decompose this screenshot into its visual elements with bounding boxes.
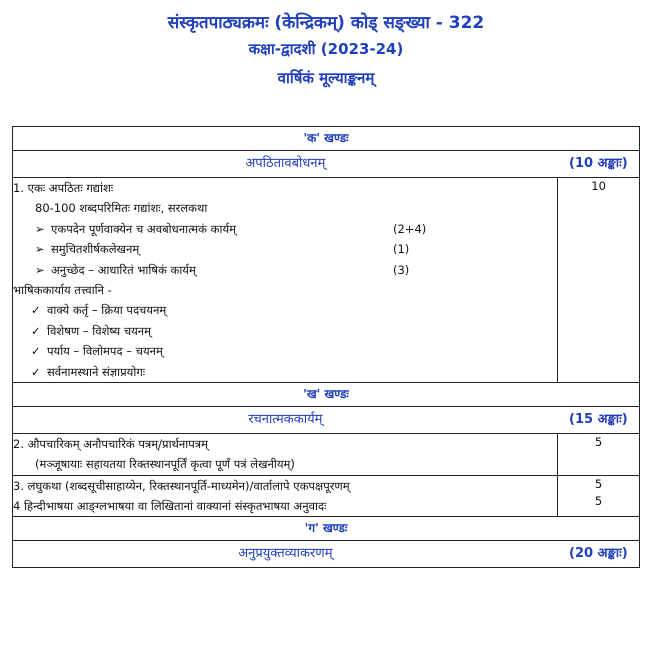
element-text: वाक्ये कर्तृ – क्रिया पदचयनम् [47, 303, 167, 318]
syllabus-title: संस्कृतपाठ्यक्रमः (केन्द्रिकम्) कोड् सङ्ख्या - 322 [167, 13, 485, 33]
item-2-marks [558, 433, 640, 475]
check-icon: ✓ [31, 303, 41, 318]
item-3-number: 3. [13, 478, 24, 493]
section-kha-name: रचनात्मककार्यम् [13, 406, 558, 433]
arrow-icon: ➢ [35, 262, 45, 277]
element-3 [13, 362, 557, 382]
section-ka-title-row [13, 127, 640, 151]
elements-heading: भाषिककार्याय तत्त्वानि - [13, 282, 112, 297]
marks-value: 10 [591, 179, 606, 193]
section-ka-name: अपठितावबोधनम् [13, 151, 558, 178]
element-2 [13, 341, 557, 361]
element-text: पर्याय – विलोमपद – चयनम् [47, 344, 163, 359]
sub-item-value: (2+4) [393, 221, 427, 236]
assessment-title: वार्षिकं मूल्याङ्कनम् [277, 69, 375, 87]
sub-item-text: अनुच्छेद – आधारितं भाषिकं कार्यम् [51, 262, 196, 277]
item-1-text: एकः अपठितः गद्यांशः [27, 181, 114, 195]
item-1-desc: 80-100 शब्दपरिमितः गद्यांशः, सरलकथा [35, 201, 208, 216]
item-2-number: 2. [13, 436, 24, 451]
item-4 [13, 496, 557, 516]
section-kha-row-3-4 [13, 475, 640, 517]
item-2 [13, 433, 558, 475]
class-year: कक्षा-द्वादशी (2023-24) [248, 40, 404, 58]
sub-item-value: (3) [393, 262, 410, 277]
item-1 [13, 178, 557, 198]
item-2-note: (मञ्जूषायाः सहायतया रिक्तस्थानपूर्तिं कृत्वा पूर्णं पत्रं लेखनीयम्) [35, 457, 295, 472]
sub-item-text: एकपदेन पूर्णवाक्येन च अवबोधनात्मकं कार्यम् [51, 221, 237, 236]
element-0 [13, 300, 557, 320]
section-kha-row-2 [13, 433, 640, 475]
marks-value: 5 [594, 493, 603, 508]
section-ga-header-row [13, 541, 640, 568]
item-2-text: औपचारिकम् अनौपचारिकं पत्रम्/प्रार्थनापत्रम् [27, 436, 209, 451]
item-4-number: 4 [13, 499, 21, 514]
element-text: सर्वनामस्थाने संज्ञाप्रयोगः [47, 364, 146, 379]
section-ga-title: 'ग' खण्डः [13, 517, 640, 541]
sub-item-0 [13, 219, 557, 239]
arrow-icon: ➢ [35, 242, 45, 257]
sub-item-2 [13, 260, 557, 280]
syllabus-table [12, 126, 640, 568]
section-ka-marks: (10 अङ्काः) [558, 151, 640, 178]
section-ka-content [13, 178, 558, 383]
item-3 [13, 476, 557, 496]
section-kha-header-row [13, 406, 640, 433]
sub-item-text: समुचितशीर्षकलेखनम् [51, 242, 140, 257]
section-ga-marks: (20 अङ्काः) [558, 541, 640, 568]
element-1 [13, 321, 557, 341]
section-kha-title-row [13, 382, 640, 406]
marks-value: 5 [594, 476, 603, 491]
section-ga-title-row [13, 517, 640, 541]
section-kha-title: 'ख' खण्डः [13, 382, 640, 406]
sub-item-1 [13, 239, 557, 259]
item-1-number: 1. [13, 181, 24, 195]
items-3-4 [13, 475, 558, 517]
check-icon: ✓ [31, 344, 41, 359]
section-ka-content-row [13, 178, 640, 383]
section-kha-marks: (15 अङ्काः) [558, 406, 640, 433]
section-ka-title: 'क' खण्डः [13, 127, 640, 151]
item-3-text: लघुकथा (शब्दसूचीसाहाय्येन, रिक्तस्थानपूर्ति-माध्यमेन)/वार्तालापे एकपक्षपूरणम् [27, 478, 350, 493]
section-ga-name: अनुप्रयुक्तव्याकरणम् [13, 541, 558, 568]
sub-item-value: (1) [393, 242, 410, 257]
items-3-4-marks [558, 475, 640, 517]
item-4-text: हिन्दीभाषया आङ्ग्लभाषया वा लिखितानां वाक्यानां संस्कृतभाषया अनुवादः [23, 499, 327, 514]
arrow-icon: ➢ [35, 221, 45, 236]
element-text: विशेषण – विशेष्य चयनम् [47, 323, 152, 338]
check-icon: ✓ [31, 364, 41, 379]
section-ka-row-marks [558, 178, 640, 383]
section-ka-header-row [13, 151, 640, 178]
marks-value: 5 [594, 434, 603, 449]
check-icon: ✓ [31, 323, 41, 338]
